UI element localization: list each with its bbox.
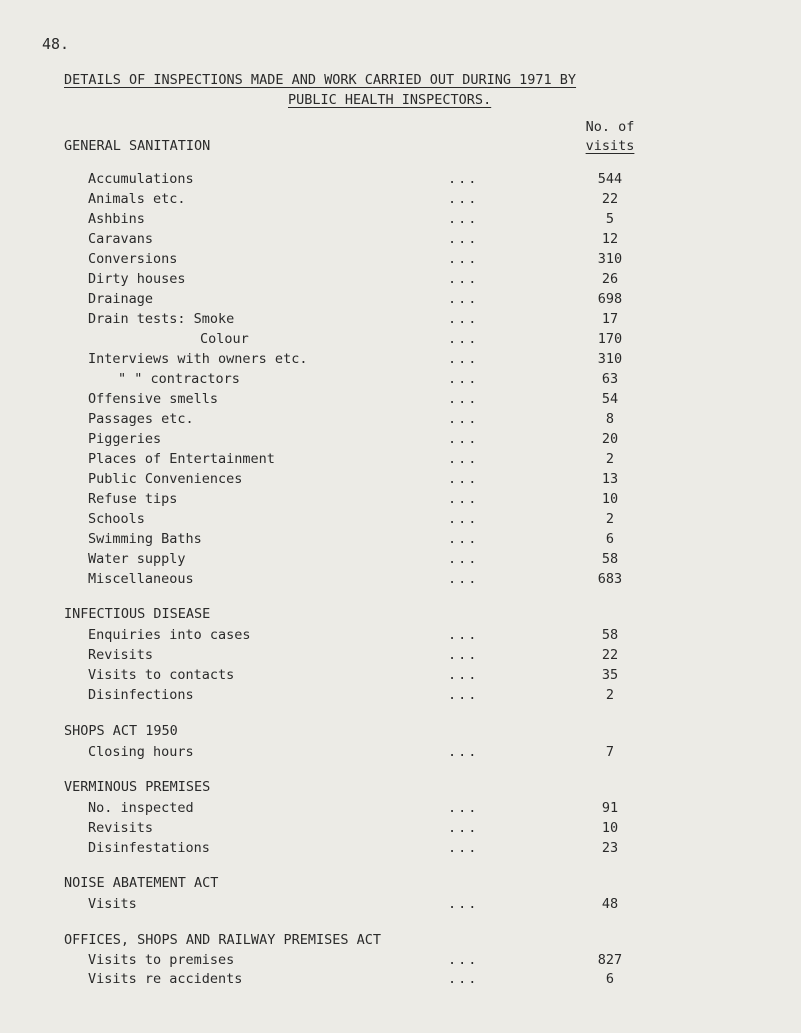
leader-dots: ... bbox=[448, 896, 479, 912]
page-title-line-1: DETAILS OF INSPECTIONS MADE AND WORK CARRIED OUT DURING 1971 BY bbox=[64, 72, 577, 88]
leader-dots: ... bbox=[448, 511, 479, 527]
table-row bbox=[0, 351, 801, 371]
table-row bbox=[0, 451, 801, 471]
leader-dots: ... bbox=[448, 471, 479, 487]
row-label: Disinfections bbox=[88, 687, 194, 703]
table-row bbox=[0, 627, 801, 647]
row-value: 683 bbox=[597, 571, 623, 587]
row-value: 7 bbox=[605, 744, 615, 760]
table-row bbox=[0, 411, 801, 431]
row-label: Visits bbox=[88, 896, 137, 912]
row-label: Drain tests: Smoke bbox=[88, 311, 235, 327]
leader-dots: ... bbox=[448, 744, 479, 760]
section-heading: GENERAL SANITATION bbox=[64, 138, 211, 154]
table-row bbox=[0, 667, 801, 687]
row-value: 26 bbox=[601, 271, 619, 287]
row-value: 8 bbox=[605, 411, 615, 427]
row-value: 10 bbox=[601, 820, 619, 836]
table-row bbox=[0, 311, 801, 331]
row-value: 2 bbox=[605, 511, 615, 527]
row-value: 5 bbox=[605, 211, 615, 227]
table-row bbox=[0, 531, 801, 551]
table-row bbox=[0, 800, 801, 820]
table-row bbox=[0, 744, 801, 764]
row-label: " " contractors bbox=[118, 371, 240, 387]
leader-dots: ... bbox=[448, 291, 479, 307]
row-label: Refuse tips bbox=[88, 491, 178, 507]
row-value: 6 bbox=[605, 971, 615, 987]
row-value: 58 bbox=[601, 627, 619, 643]
row-value: 35 bbox=[601, 667, 619, 683]
row-value: 17 bbox=[601, 311, 619, 327]
row-value: 22 bbox=[601, 191, 619, 207]
table-row bbox=[0, 571, 801, 591]
table-row bbox=[0, 171, 801, 191]
table-row bbox=[0, 371, 801, 391]
row-label: Interviews with owners etc. bbox=[88, 351, 308, 367]
row-label: Closing hours bbox=[88, 744, 194, 760]
row-label: Caravans bbox=[88, 231, 154, 247]
section-heading: OFFICES, SHOPS AND RAILWAY PREMISES ACT bbox=[64, 932, 381, 948]
table-row bbox=[0, 211, 801, 231]
row-label: Water supply bbox=[88, 551, 186, 567]
page-number: 48. bbox=[42, 35, 70, 53]
row-label: Drainage bbox=[88, 291, 154, 307]
column-header-line-2: visits bbox=[585, 138, 635, 154]
table-row bbox=[0, 391, 801, 411]
leader-dots: ... bbox=[448, 451, 479, 467]
row-label: Schools bbox=[88, 511, 145, 527]
table-row bbox=[0, 251, 801, 271]
table-row bbox=[0, 840, 801, 860]
row-label: Revisits bbox=[88, 820, 154, 836]
row-value: 48 bbox=[601, 896, 619, 912]
leader-dots: ... bbox=[448, 667, 479, 683]
table-row bbox=[0, 271, 801, 291]
table-row bbox=[0, 896, 801, 916]
table-row bbox=[0, 647, 801, 667]
leader-dots: ... bbox=[448, 411, 479, 427]
row-value: 827 bbox=[597, 952, 623, 968]
leader-dots: ... bbox=[448, 952, 479, 968]
leader-dots: ... bbox=[448, 431, 479, 447]
leader-dots: ... bbox=[448, 971, 479, 987]
table-row bbox=[0, 952, 801, 972]
table-row bbox=[0, 471, 801, 491]
row-value: 13 bbox=[601, 471, 619, 487]
row-label: Public Conveniences bbox=[88, 471, 243, 487]
row-label: Piggeries bbox=[88, 431, 162, 447]
row-value: 54 bbox=[601, 391, 619, 407]
leader-dots: ... bbox=[448, 551, 479, 567]
section-heading: VERMINOUS PREMISES bbox=[64, 779, 211, 795]
row-value: 23 bbox=[601, 840, 619, 856]
leader-dots: ... bbox=[448, 820, 479, 836]
row-label: Enquiries into cases bbox=[88, 627, 251, 643]
section-heading: SHOPS ACT 1950 bbox=[64, 723, 178, 739]
leader-dots: ... bbox=[448, 531, 479, 547]
leader-dots: ... bbox=[448, 840, 479, 856]
leader-dots: ... bbox=[448, 687, 479, 703]
row-label: Offensive smells bbox=[88, 391, 219, 407]
row-label: Ashbins bbox=[88, 211, 145, 227]
table-row bbox=[0, 191, 801, 211]
row-label: Revisits bbox=[88, 647, 154, 663]
row-value: 6 bbox=[605, 531, 615, 547]
row-value: 2 bbox=[605, 687, 615, 703]
row-value: 58 bbox=[601, 551, 619, 567]
table-row bbox=[0, 551, 801, 571]
leader-dots: ... bbox=[448, 191, 479, 207]
leader-dots: ... bbox=[448, 271, 479, 287]
row-value: 310 bbox=[597, 351, 623, 367]
row-value: 698 bbox=[597, 291, 623, 307]
leader-dots: ... bbox=[448, 391, 479, 407]
table-row bbox=[0, 291, 801, 311]
leader-dots: ... bbox=[448, 211, 479, 227]
row-value: 12 bbox=[601, 231, 619, 247]
row-label: Disinfestations bbox=[88, 840, 210, 856]
table-row bbox=[0, 331, 801, 351]
page-title-line-2: PUBLIC HEALTH INSPECTORS. bbox=[288, 92, 492, 108]
leader-dots: ... bbox=[448, 171, 479, 187]
leader-dots: ... bbox=[448, 311, 479, 327]
row-value: 544 bbox=[597, 171, 623, 187]
row-value: 310 bbox=[597, 251, 623, 267]
row-value: 91 bbox=[601, 800, 619, 816]
table-row bbox=[0, 971, 801, 991]
leader-dots: ... bbox=[448, 251, 479, 267]
table-row bbox=[0, 491, 801, 511]
row-label: Swimming Baths bbox=[88, 531, 202, 547]
leader-dots: ... bbox=[448, 351, 479, 367]
table-row bbox=[0, 231, 801, 251]
leader-dots: ... bbox=[448, 491, 479, 507]
row-label: Animals etc. bbox=[88, 191, 186, 207]
leader-dots: ... bbox=[448, 371, 479, 387]
row-label: Conversions bbox=[88, 251, 178, 267]
leader-dots: ... bbox=[448, 571, 479, 587]
row-label: Dirty houses bbox=[88, 271, 186, 287]
row-label: Places of Entertainment bbox=[88, 451, 275, 467]
leader-dots: ... bbox=[448, 627, 479, 643]
row-label: Visits re accidents bbox=[88, 971, 243, 987]
leader-dots: ... bbox=[448, 231, 479, 247]
table-row bbox=[0, 511, 801, 531]
table-row bbox=[0, 820, 801, 840]
column-header-line-1: No. of bbox=[585, 119, 635, 135]
row-label: Visits to premises bbox=[88, 952, 235, 968]
section-heading: INFECTIOUS DISEASE bbox=[64, 606, 211, 622]
row-value: 63 bbox=[601, 371, 619, 387]
table-row bbox=[0, 431, 801, 451]
section-heading: NOISE ABATEMENT ACT bbox=[64, 875, 219, 891]
leader-dots: ... bbox=[448, 331, 479, 347]
table-row bbox=[0, 687, 801, 707]
row-label: Passages etc. bbox=[88, 411, 194, 427]
leader-dots: ... bbox=[448, 647, 479, 663]
row-label: Miscellaneous bbox=[88, 571, 194, 587]
row-value: 20 bbox=[601, 431, 619, 447]
row-label: No. inspected bbox=[88, 800, 194, 816]
row-value: 22 bbox=[601, 647, 619, 663]
row-value: 2 bbox=[605, 451, 615, 467]
leader-dots: ... bbox=[448, 800, 479, 816]
row-label: Visits to contacts bbox=[88, 667, 235, 683]
row-label: Accumulations bbox=[88, 171, 194, 187]
row-label: Colour bbox=[200, 331, 249, 347]
row-value: 170 bbox=[597, 331, 623, 347]
row-value: 10 bbox=[601, 491, 619, 507]
